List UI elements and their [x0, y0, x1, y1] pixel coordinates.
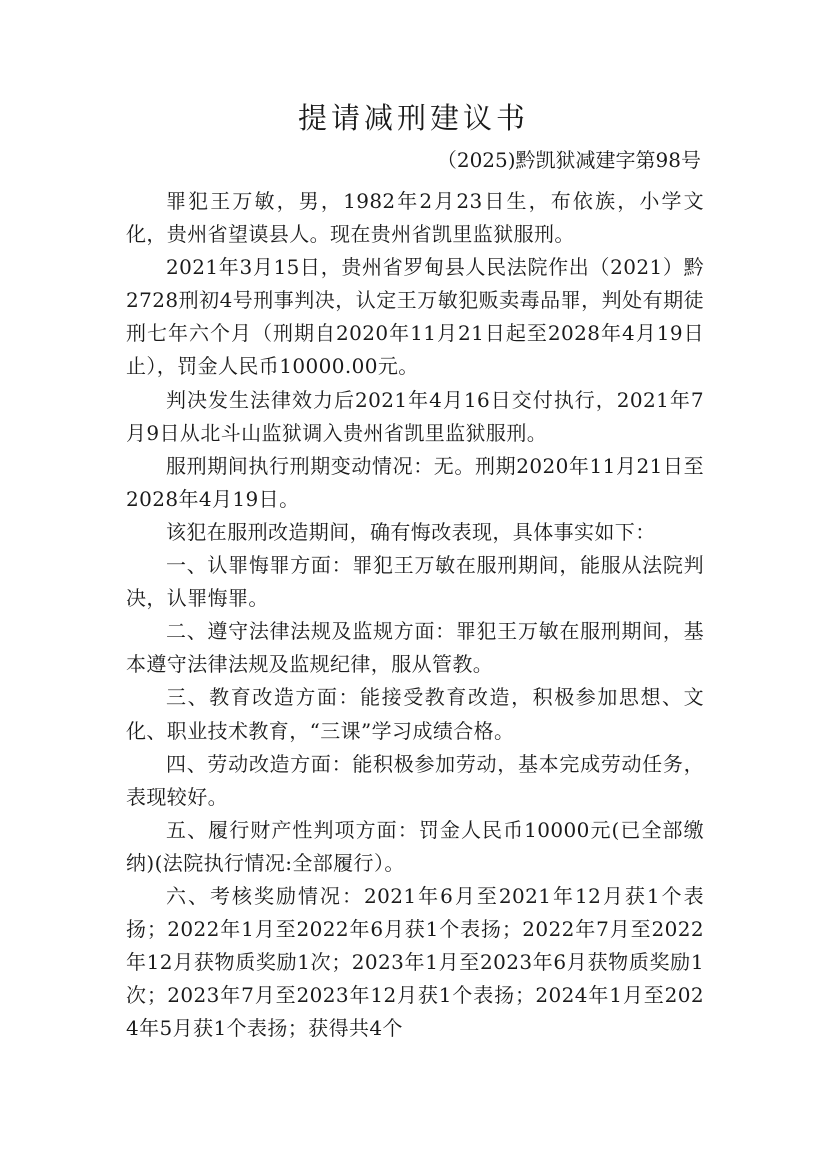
paragraph-labor: 四、劳动改造方面：能积极参加劳动，基本完成劳动任务，表现较好。 [126, 751, 704, 809]
paragraph-execution: 判决发生法律效力后2021年4月16日交付执行，2021年7月9日从北斗山监狱调入贵州省凯里监狱服刑。 [126, 387, 704, 445]
paragraph-judgment: 2021年3月15日，贵州省罗甸县人民法院作出（2021）黔2728刑初4号刑事判决，认定王万敏犯贩卖毒品罪，判处有期徒刑七年六个月（刑期自2020年11月21日起至2028年4月19日止），罚金人民币10000.00元。 [126, 255, 704, 379]
paragraph-rewards: 六、考核奖励情况：2021年6月至2021年12月获1个表扬；2022年1月至2022年6月获1个表扬；2022年7月至2022年12月获物质奖励1次；2023年1月至2023年6月获物质奖励1次；2023年7月至2023年12月获1个表扬；2024年1月至2024年5月获1个表扬；获得共4个 [126, 883, 704, 1041]
paragraph-admission-of-guilt: 一、认罪悔罪方面：罪犯王万敏在服刑期间，能服从法院判决，认罪悔罪。 [126, 553, 704, 611]
paragraph-education: 三、教育改造方面：能接受教育改造，积极参加思想、文化、职业技术教育，“三课”学习成绩合格。 [126, 685, 704, 743]
paragraph-compliance: 二、遵守法律法规及监规方面：罪犯王万敏在服刑期间，基本遵守法律法规及监规纪律，服从管教。 [126, 619, 704, 677]
paragraph-sentence-changes: 服刑期间执行刑期变动情况：无。刑期2020年11月21日至2028年4月19日。 [126, 453, 704, 511]
document-body [126, 185, 704, 1045]
paragraph-criminal-info: 罪犯王万敏，男，1982年2月23日生，布依族，小学文化，贵州省望谟县人。现在贵州省凯里监狱服刑。 [126, 189, 704, 247]
paragraph-repentance-intro: 该犯在服刑改造期间，确有悔改表现，具体事实如下： [166, 519, 656, 544]
paragraph-property-judgment: 五、履行财产性判项方面：罚金人民币10000元(已全部缴纳)(法院执行情况:全部履行）。 [126, 817, 704, 875]
document-number: （2025)黔凯狱减建字第98号 [436, 148, 701, 172]
document-title: 提请减刑建议书 [297, 101, 529, 135]
